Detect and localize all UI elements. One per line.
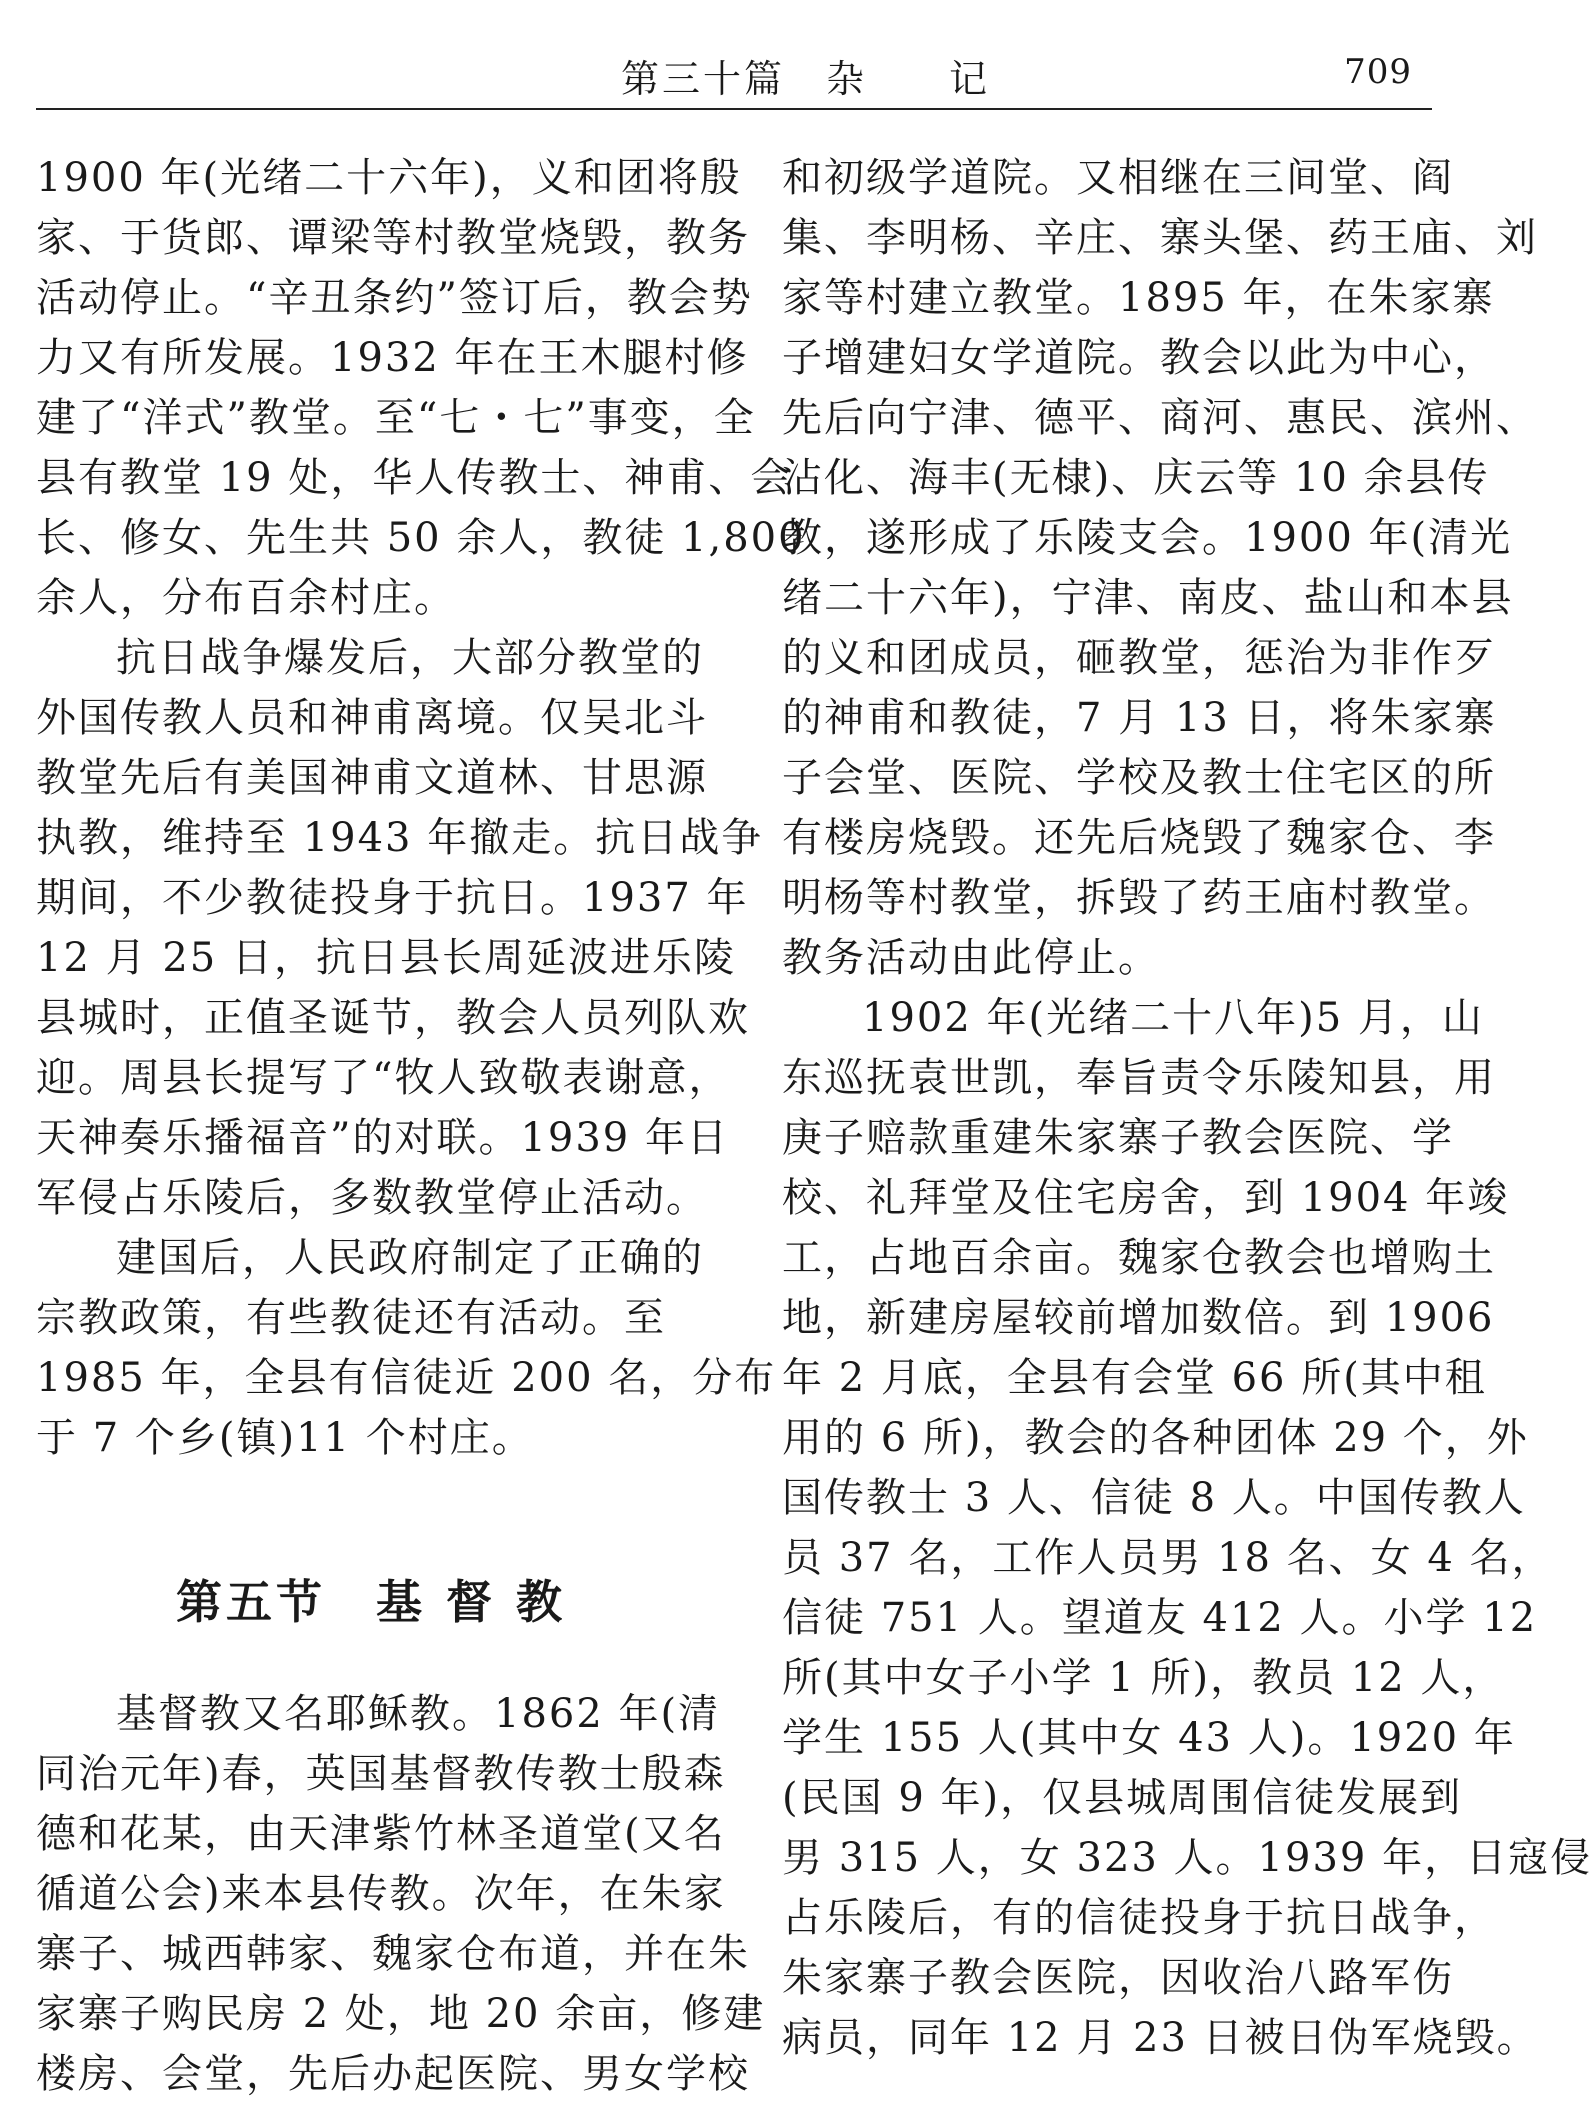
- text-line: 教，遂形成了乐陵支会。1900 年(清光: [782, 515, 1513, 561]
- paragraph: [36, 1684, 766, 2104]
- text-line: 占乐陵后，有的信徒投身于抗日战争，: [782, 1895, 1496, 1941]
- paragraph: [36, 148, 806, 628]
- text-line: 有楼房烧毁。还先后烧毁了魏家仓、李: [782, 815, 1496, 861]
- text-line: 德和花某，由天津紫竹林圣道堂(又名: [36, 1811, 726, 1857]
- text-line: 病员，同年 12 月 23 日被日伪军烧毁。: [782, 2015, 1539, 2061]
- right-column: [782, 148, 1592, 2068]
- text-line: 县有教堂 19 处，华人传教士、神甫、会: [36, 455, 793, 501]
- text-line: 迎。周县长提写了“牧人致敬表谢意，: [36, 1055, 731, 1101]
- text-line: 所(其中女子小学 1 所)，教员 12 人，: [782, 1655, 1505, 1701]
- text-line: 长、修女、先生共 50 余人，教徒 1,800: [36, 515, 806, 561]
- text-line: 国传教士 3 人、信徒 8 人。中国传教人: [782, 1475, 1526, 1521]
- text-line: 校、礼拜堂及住宅房舍，到 1904 年竣: [782, 1175, 1510, 1221]
- text-line: 教务活动由此停止。: [782, 935, 1160, 981]
- text-line: 学生 155 人(其中女 43 人)。1920 年: [782, 1715, 1516, 1761]
- text-line: 子会堂、医院、学校及教士住宅区的所: [782, 755, 1496, 801]
- text-line: 员 37 名，工作人员男 18 名、女 4 名，: [782, 1535, 1554, 1581]
- text-line: 建国后，人民政府制定了正确的: [116, 1235, 704, 1281]
- page-header: [36, 40, 1432, 110]
- text-line: 的神甫和教徒，7 月 13 日，将朱家寨: [782, 695, 1497, 741]
- text-line: 集、李明杨、辛庄、寨头堡、药王庙、刘: [782, 215, 1538, 261]
- text-line: 的义和团成员，砸教堂，惩治为非作歹: [782, 635, 1496, 681]
- text-line: 建了“洋式”教堂。至“七・七”事变，全: [36, 395, 756, 441]
- text-line: 子增建妇女学道院。教会以此为中心，: [782, 335, 1496, 381]
- paragraph: [782, 988, 1592, 2068]
- text-line: 同治元年)春，英国基督教传教士殷森: [36, 1751, 726, 1797]
- text-line: 教堂先后有美国神甫文道林、甘思源: [36, 755, 708, 801]
- text-line: 1900 年(光绪二十六年)，义和团将殷: [36, 155, 742, 201]
- text-line: 基督教又名耶稣教。1862 年(清: [116, 1691, 721, 1737]
- text-line: 男 315 人，女 323 人。1939 年，日寇侵: [782, 1835, 1592, 1881]
- text-line: 12 月 25 日，抗日县长周延波进乐陵: [36, 935, 736, 981]
- paragraph: [782, 148, 1538, 988]
- text-line: 执教，维持至 1943 年撤走。抗日战争: [36, 815, 764, 861]
- left-column: [36, 148, 806, 2104]
- paragraph: [36, 1228, 777, 1468]
- text-line: (民国 9 年)，仅县城周围信徒发展到: [782, 1775, 1463, 1821]
- text-line: 县城时，正值圣诞节，教会人员列队欢: [36, 995, 750, 1041]
- text-line: 抗日战争爆发后，大部分教堂的: [116, 635, 704, 681]
- text-line: 和初级学道院。又相继在三间堂、阎: [782, 155, 1454, 201]
- text-line: 工，占地百余亩。魏家仓教会也增购土: [782, 1235, 1496, 1281]
- text-line: 信徒 751 人。望道友 412 人。小学 12: [782, 1595, 1538, 1641]
- text-line: 宗教政策，有些教徒还有活动。至: [36, 1295, 666, 1341]
- text-line: 家、于货郎、谭梁等村教堂烧毁，教务: [36, 215, 750, 261]
- text-line: 绪二十六年)，宁津、南皮、盐山和本县: [782, 575, 1514, 621]
- paragraph: [36, 628, 764, 1228]
- text-line: 先后向宁津、德平、商河、惠民、滨州、: [782, 395, 1538, 441]
- text-line: 朱家寨子教会医院，因收治八路军伤: [782, 1955, 1454, 2001]
- text-line: 东巡抚袁世凯，奉旨责令乐陵知县，用: [782, 1055, 1496, 1101]
- text-line: 明杨等村教堂，拆毁了药王庙村教堂。: [782, 875, 1496, 921]
- text-line: 天神奏乐播福音”的对联。1939 年日: [36, 1115, 729, 1161]
- text-line: 外国传教人员和神甫离境。仅吴北斗: [36, 695, 708, 741]
- text-line: 期间，不少教徒投身于抗日。1937 年: [36, 875, 749, 921]
- text-line: 家寨子购民房 2 处，地 20 余亩，修建: [36, 1991, 766, 2037]
- text-line: 地，新建房屋较前增加数倍。到 1906: [782, 1295, 1495, 1341]
- text-line: 楼房、会堂，先后办起医院、男女学校: [36, 2051, 750, 2097]
- text-line: 活动停止。“辛丑条约”签订后，教会势: [36, 275, 753, 321]
- text-line: 力又有所发展。1932 年在王木腿村修: [36, 335, 749, 381]
- section-heading: 第五节 基 督 教: [176, 1575, 567, 1629]
- text-line: 沾化、海丰(无棣)、庆云等 10 余县传: [782, 455, 1490, 501]
- text-line: 于 7 个乡(镇)11 个村庄。: [36, 1415, 534, 1461]
- text-line: 1985 年，全县有信徒近 200 名，分布: [36, 1355, 777, 1401]
- text-line: 庚子赔款重建朱家寨子教会医院、学: [782, 1115, 1454, 1161]
- text-line: 家等村建立教堂。1895 年，在朱家寨: [782, 275, 1495, 321]
- text-line: 1902 年(光绪二十八年)5 月，山: [862, 995, 1484, 1041]
- text-line: 军侵占乐陵后，多数教堂停止活动。: [36, 1175, 708, 1221]
- text-line: 年 2 月底，全县有会堂 66 所(其中租: [782, 1355, 1487, 1401]
- text-line: 用的 6 所)，教会的各种团体 29 个，外: [782, 1415, 1529, 1461]
- page-number: 709: [1344, 52, 1412, 92]
- text-line: 余人，分布百余村庄。: [36, 575, 456, 621]
- text-line: 寨子、城西韩家、魏家仓布道，并在朱: [36, 1931, 750, 1977]
- text-line: 循道公会)来本县传教。次年，在朱家: [36, 1871, 726, 1917]
- running-title: 第三十篇 杂 记: [621, 57, 991, 101]
